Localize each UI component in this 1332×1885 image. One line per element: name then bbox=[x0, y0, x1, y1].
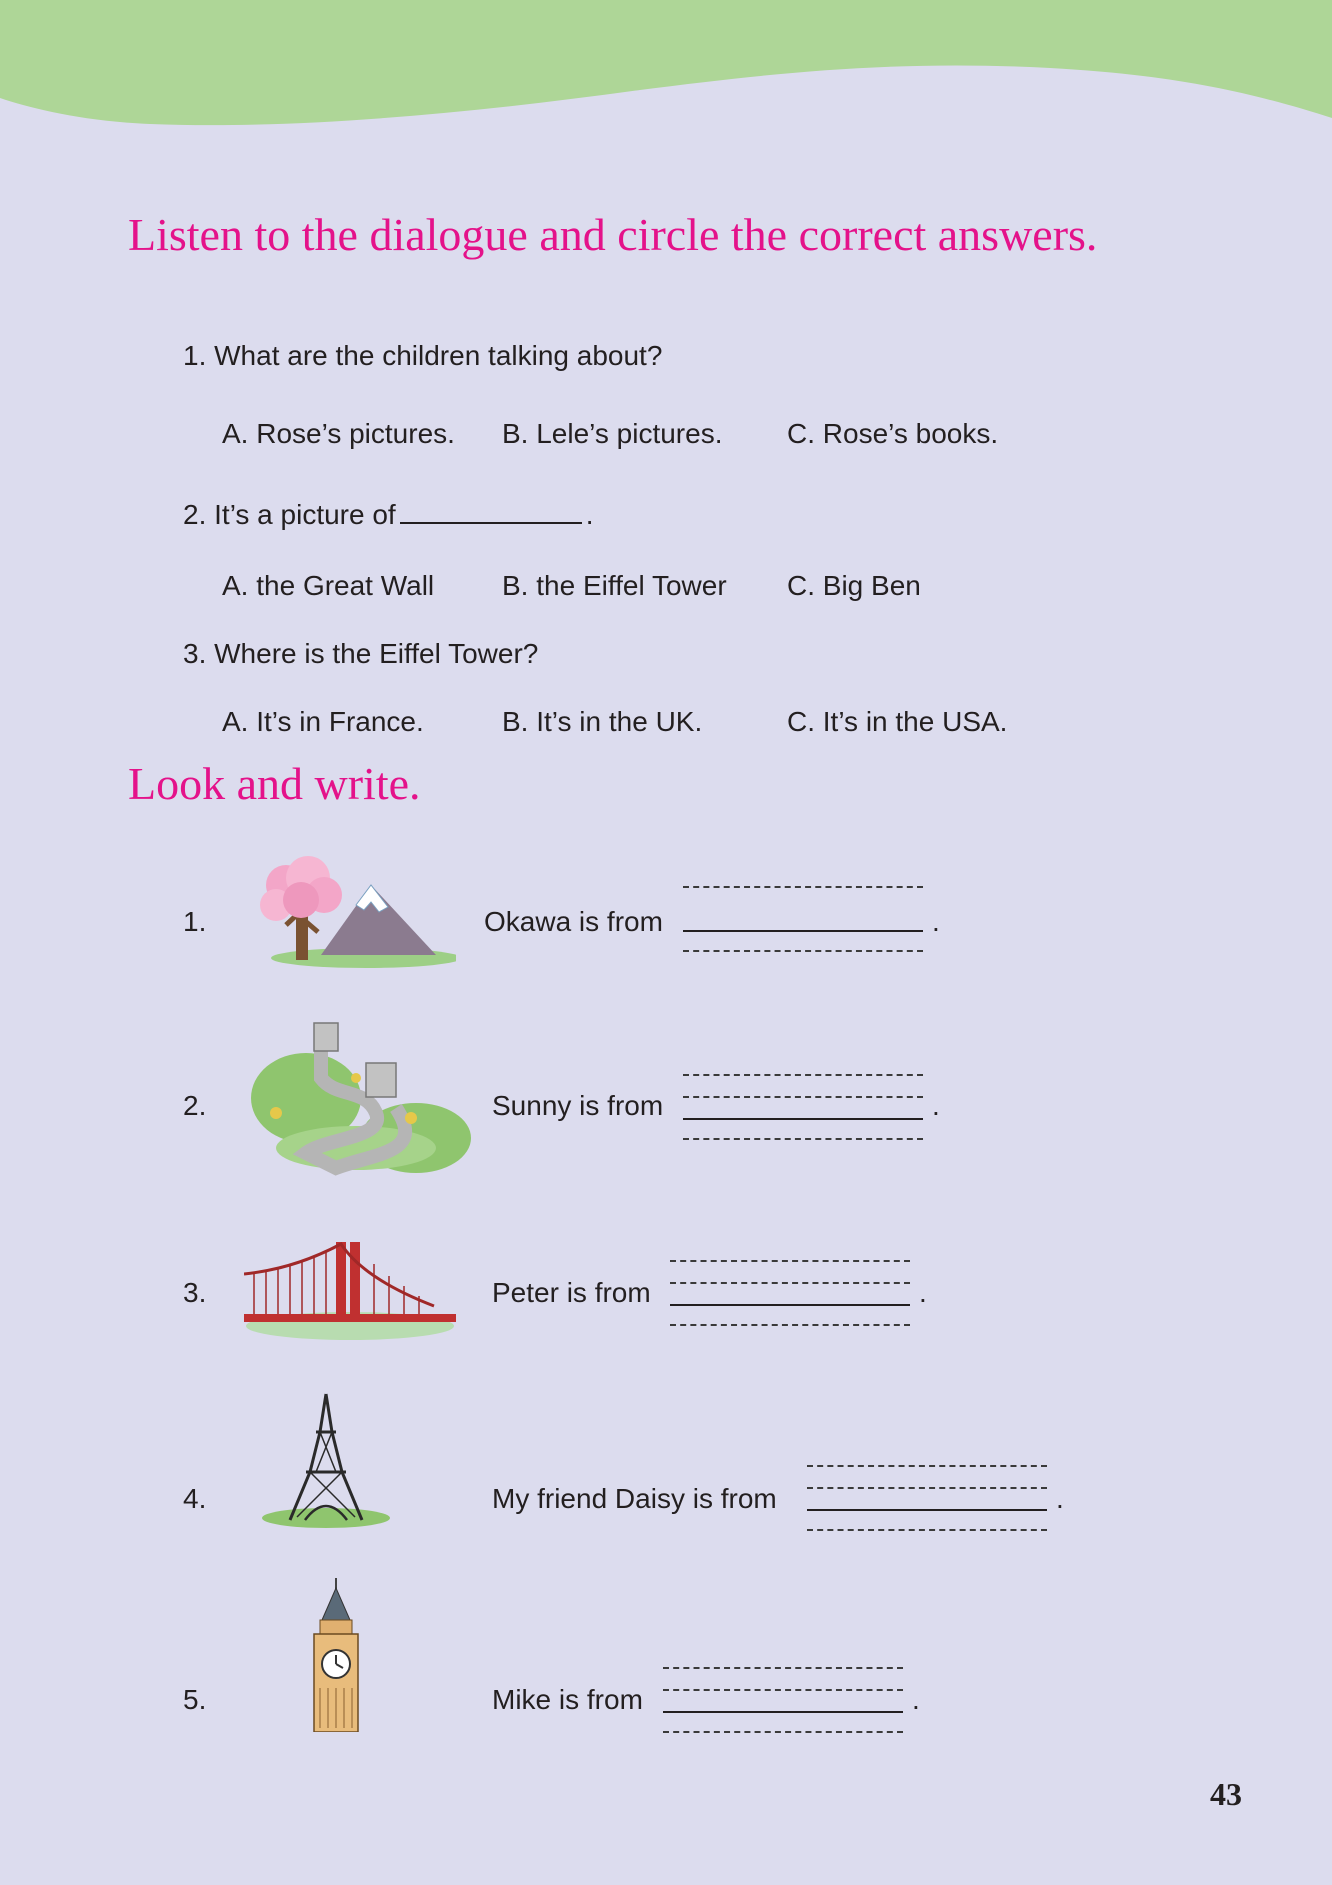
sentence-end: . bbox=[912, 1684, 920, 1715]
section-title-listen: Listen to the dialogue and circle the correct answers. bbox=[128, 209, 1098, 260]
sentence-end: . bbox=[932, 906, 940, 937]
item-sentence: Okawa is from bbox=[484, 906, 663, 937]
eiffel-tower-picture bbox=[260, 1392, 392, 1528]
item-sentence: Mike is from bbox=[492, 1684, 643, 1715]
answer-option[interactable]: A. the Great Wall bbox=[222, 570, 435, 601]
answer-option[interactable]: B. It’s in the UK. bbox=[502, 706, 703, 737]
item-number: 3. bbox=[183, 1277, 207, 1308]
answer-option[interactable]: C. It’s in the USA. bbox=[787, 706, 1008, 737]
answer-option[interactable]: C. Rose’s books. bbox=[787, 418, 999, 449]
section-title-look: Look and write. bbox=[128, 758, 421, 809]
item-number: 5. bbox=[183, 1684, 207, 1715]
question-1: 1. What are the children talking about? bbox=[183, 340, 663, 371]
writing-lines[interactable] bbox=[807, 1465, 1049, 1535]
answer-option[interactable]: C. Big Ben bbox=[787, 570, 921, 601]
item-number: 4. bbox=[183, 1483, 207, 1514]
question-2-end: . bbox=[585, 499, 594, 530]
item-sentence: My friend Daisy is from bbox=[492, 1483, 777, 1514]
writing-lines[interactable] bbox=[683, 1074, 925, 1144]
page-number: 43 bbox=[1210, 1776, 1242, 1812]
question-2 bbox=[183, 496, 594, 531]
answer-option[interactable]: A. It’s in France. bbox=[222, 706, 424, 737]
item-sentence: Sunny is from bbox=[492, 1090, 664, 1121]
great-wall-picture bbox=[246, 1018, 474, 1178]
writing-lines[interactable] bbox=[670, 1260, 912, 1330]
sentence-end: . bbox=[919, 1277, 927, 1308]
sentence-end: . bbox=[932, 1090, 940, 1121]
golden-gate-bridge-picture bbox=[244, 1234, 456, 1342]
writing-lines[interactable] bbox=[683, 886, 925, 956]
answer-option[interactable]: B. the Eiffel Tower bbox=[502, 570, 727, 601]
item-sentence: Peter is from bbox=[492, 1277, 651, 1308]
answer-option[interactable]: B. Lele’s pictures. bbox=[502, 418, 723, 449]
question-3: 3. Where is the Eiffel Tower? bbox=[183, 638, 539, 669]
answer-blank[interactable] bbox=[400, 496, 582, 524]
writing-lines[interactable] bbox=[663, 1667, 905, 1737]
answer-option[interactable]: A. Rose’s pictures. bbox=[222, 418, 455, 449]
top-banner bbox=[0, 0, 1332, 140]
question-2-text: 2. It’s a picture of bbox=[183, 499, 396, 530]
sentence-end: . bbox=[1056, 1483, 1064, 1514]
mount-fuji-picture bbox=[246, 850, 456, 968]
item-number: 1. bbox=[183, 906, 207, 937]
item-number: 2. bbox=[183, 1090, 207, 1121]
big-ben-picture bbox=[308, 1578, 364, 1732]
